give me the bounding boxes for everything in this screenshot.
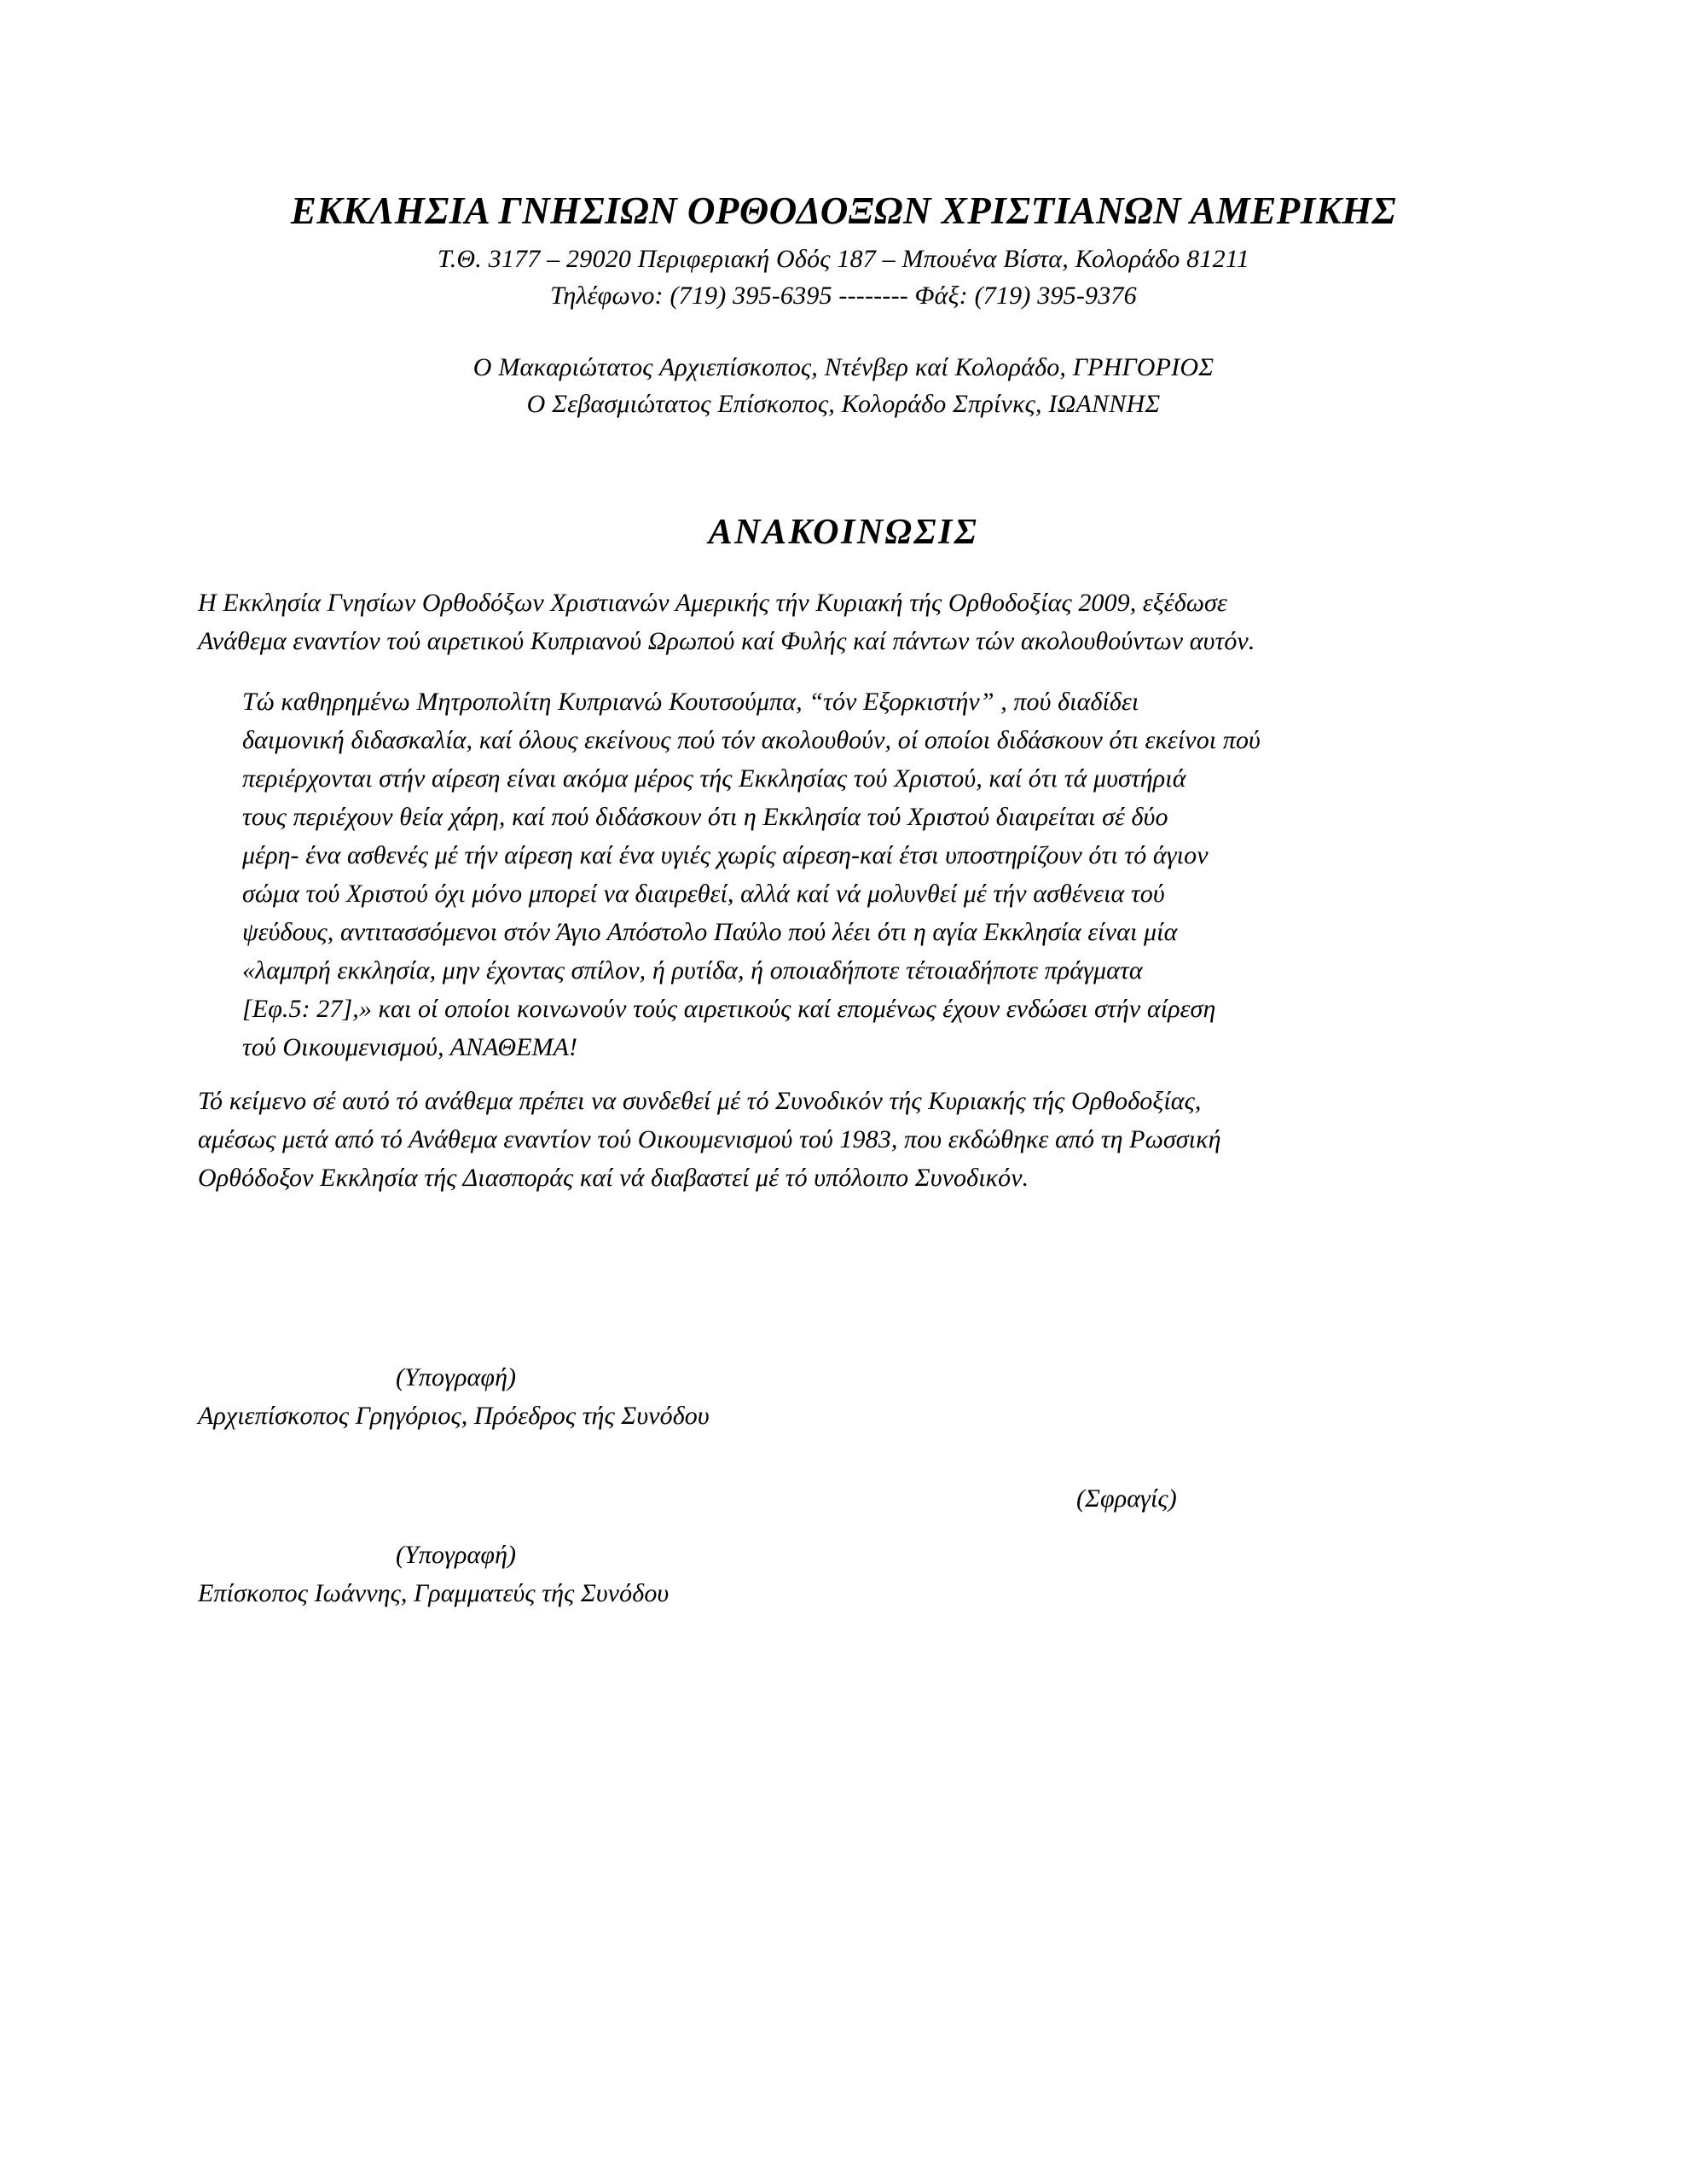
paragraph-line: δαιμονική διδασκαλία, καί όλους εκείνους πού τόν ακολουθούν, οί οποίοι διδάσκουν ότι εκείνοι πού: [242, 726, 1261, 754]
signature-marker: (Υπογραφή): [396, 1541, 517, 1569]
seal-mark: (Σφραγίς): [1076, 1484, 1177, 1513]
paragraph-line: Ορθόδοξον Εκκλησία τής Διασποράς καί νά διαβαστεί μέ τό υπόλοιπο Συνοδικόν.: [198, 1164, 1029, 1192]
paragraph-line-scripture: [Εφ.5: 27],» και οί οποίοι κοινωνούν τούς αιρετικούς καί επομένως έχουν ενδώσει στήν αίρεση: [242, 995, 1216, 1023]
paragraph-line: Ανάθεμα εναντίον τού αιρετικού Κυπριανού Ωρωπού καί Φυλής καί πάντων τών ακολουθούντων αυτόν.: [198, 627, 1255, 655]
organization-address: Τ.Θ. 3177 – 29020 Περιφεριακή Οδός 187 – Μπουένα Βίστα, Κολοράδο 81211: [438, 245, 1249, 274]
hierarch-archbishop: Ο Μακαριώτατος Αρχιεπίσκοπος, Ντένβερ καί Κολοράδο, ΓΡΗΓΟΡΙΟΣ: [472, 353, 1215, 381]
paragraph-line: μέρη- ένα ασθενές μέ τήν αίρεση καί ένα υγιές χωρίς αίρεση-καί έτσι υποστηρίζουν ότι τό άγιον: [242, 841, 1209, 869]
organization-name: ΕΚΚΛΗΣΙΑ ΓΝΗΣΙΩΝ ΟΡΘΟΔΟΞΩΝ ΧΡΙΣΤΙΑΝΩΝ ΑΜΕΡΙΚΗΣ: [290, 189, 1397, 232]
closing-paragraph: [198, 1082, 1494, 1197]
anathema-paragraph: [242, 682, 1494, 1066]
paragraph-line-verdict: τού Οικουμενισμού, ΑΝΑΘΕΜΑ!: [242, 1033, 578, 1061]
signature-marker: (Υπογραφή): [396, 1363, 517, 1391]
letterhead: [0, 189, 1687, 313]
paragraph-line: περιέρχονται στήν αίρεση είναι ακόμα μέρος τής Εκκλησίας τού Χριστού, καί ότι τά μυστήριά: [242, 764, 1186, 793]
paragraph-line: Τώ καθηρημένω Μητροπολίτη Κυπριανώ Κουτσούμπα, “τόν Εξορκιστήν” , πού διαδίδει: [242, 688, 1139, 716]
paragraph-line: Τό κείμενο σέ αυτό τό ανάθεμα πρέπει να συνδεθεί μέ τό Συνοδικόν τής Κυριακής τής Ορθοδοξίας,: [198, 1087, 1202, 1115]
paragraph-line: τους περιέχουν θεία χάρη, καί πού διδάσκουν ότι η Εκκλησία τού Χριστού διαιρείται σέ δύο: [242, 803, 1168, 831]
signatory-name-title: Αρχιεπίσκοπος Γρηγόριος, Πρόεδρος τής Συνόδου: [198, 1402, 710, 1430]
paragraph-line: Η Εκκλησία Γνησίων Ορθοδόξων Χριστιανών Αμερικής τήν Κυριακή τής Ορθοδοξίας 2009, εξέδωσε: [198, 589, 1227, 617]
paragraph-line: ψεύδους, αντιτασσόμενοι στόν Άγιο Απόστολο Παύλο πού λέει ότι η αγία Εκκλησία είναι μία: [242, 918, 1178, 946]
page-title: ΑΝΑΚΟΙΝΩΣΙΣ: [708, 513, 979, 553]
signature-block-archbishop: [198, 1358, 1221, 1435]
organization-phone-fax: Τηλέφωνο: (719) 395-6395 -------- Φάξ: (719) 395-9376: [550, 281, 1137, 310]
hierarch-list: [0, 350, 1687, 422]
paragraph-line: αμέσως μετά από τό Ανάθεμα εναντίον τού Οικουμενισμού τού 1983, που εκδώθηκε από τη Ρωσσική: [198, 1125, 1221, 1153]
intro-paragraph: [198, 584, 1494, 660]
paragraph-line: «λαμπρή εκκλησία, μην έχοντας σπίλον, ή ρυτίδα, ή οποιαδήποτε τέτοιαδήποτε πράγματα: [242, 956, 1143, 985]
signature-block-bishop: [198, 1536, 1221, 1612]
paragraph-line: σώμα τού Χριστού όχι μόνο μπορεί να διαιρεθεί, αλλά καί νά μολυνθεί μέ τήν ασθένεια τού: [242, 880, 1165, 908]
hierarch-bishop: Ο Σεβασμιώτατος Επίσκοπος, Κολοράδο Σπρίνκς, ΙΩΑΝΝΗΣ: [526, 389, 1161, 418]
signatory-name-title: Επίσκοπος Ιωάννης, Γραμματεύς τής Συνόδου: [198, 1579, 670, 1607]
